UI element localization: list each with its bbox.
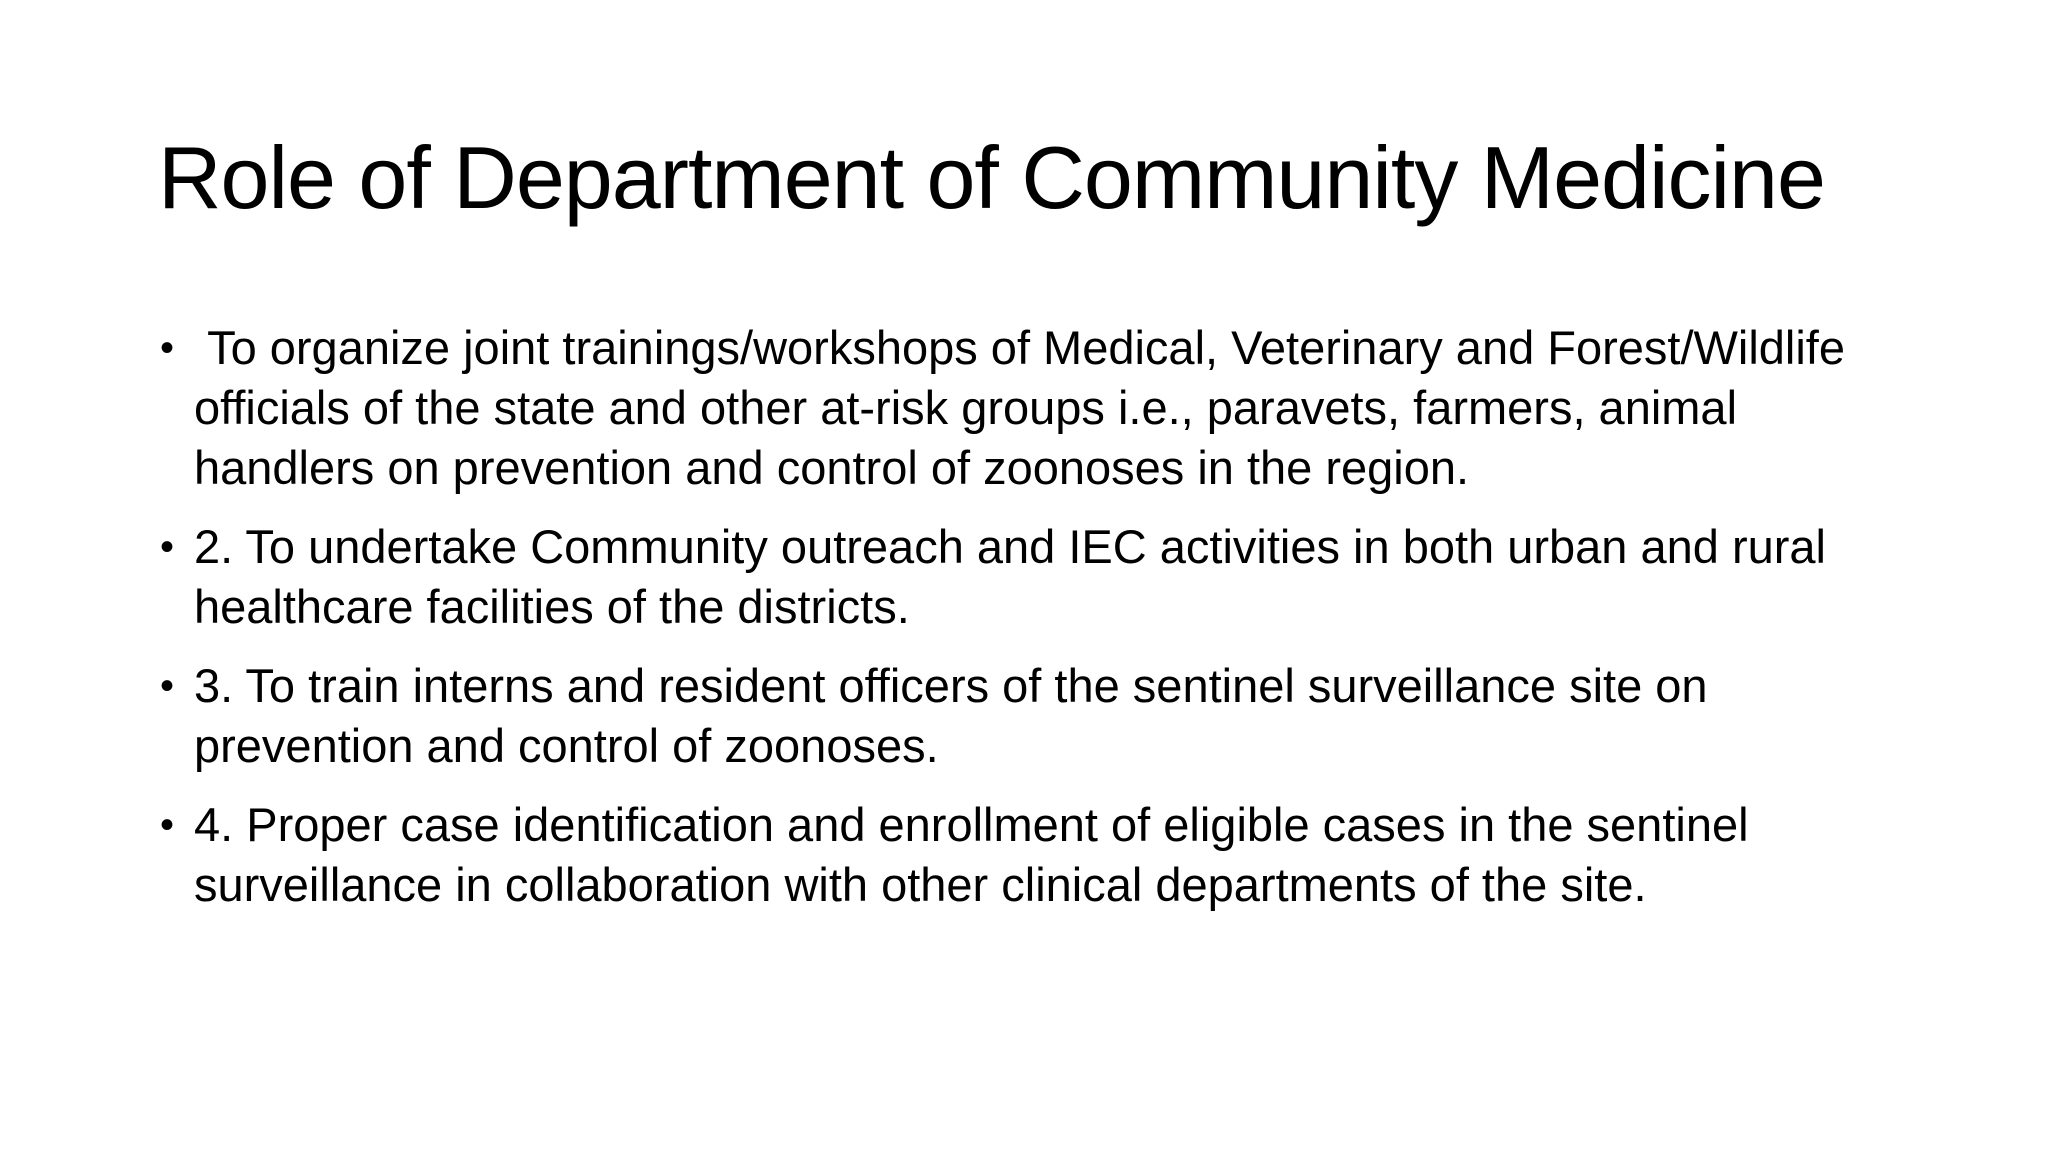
- bullet-icon: •: [160, 326, 175, 370]
- list-item: [158, 318, 1898, 498]
- list-item: [158, 795, 1898, 915]
- slide-title: Role of Department of Community Medicine: [158, 128, 1825, 227]
- bullet-icon: •: [160, 525, 175, 569]
- bullet-list: [158, 318, 1898, 934]
- list-item: [158, 656, 1898, 776]
- bullet-text: 3. To train interns and resident officers of the sentinel surveillance site on prevention and control of zoonoses.: [194, 659, 1708, 772]
- bullet-text: 2. To undertake Community outreach and IEC activities in both urban and rural healthcare facilities of the districts.: [194, 520, 1826, 633]
- bullet-icon: •: [160, 803, 175, 847]
- bullet-icon: •: [160, 664, 175, 708]
- list-item: [158, 517, 1898, 637]
- bullet-text: To organize joint trainings/workshops of Medical, Veterinary and Forest/Wildlife officials of the state and other at-risk groups i.e., paravets, farmers, animal handlers on prevention and control of zoonoses in the region.: [194, 321, 1859, 494]
- bullet-text: 4. Proper case identification and enrollment of eligible cases in the sentinel surveillance in collaboration with other clinical departments of the site.: [194, 798, 1749, 911]
